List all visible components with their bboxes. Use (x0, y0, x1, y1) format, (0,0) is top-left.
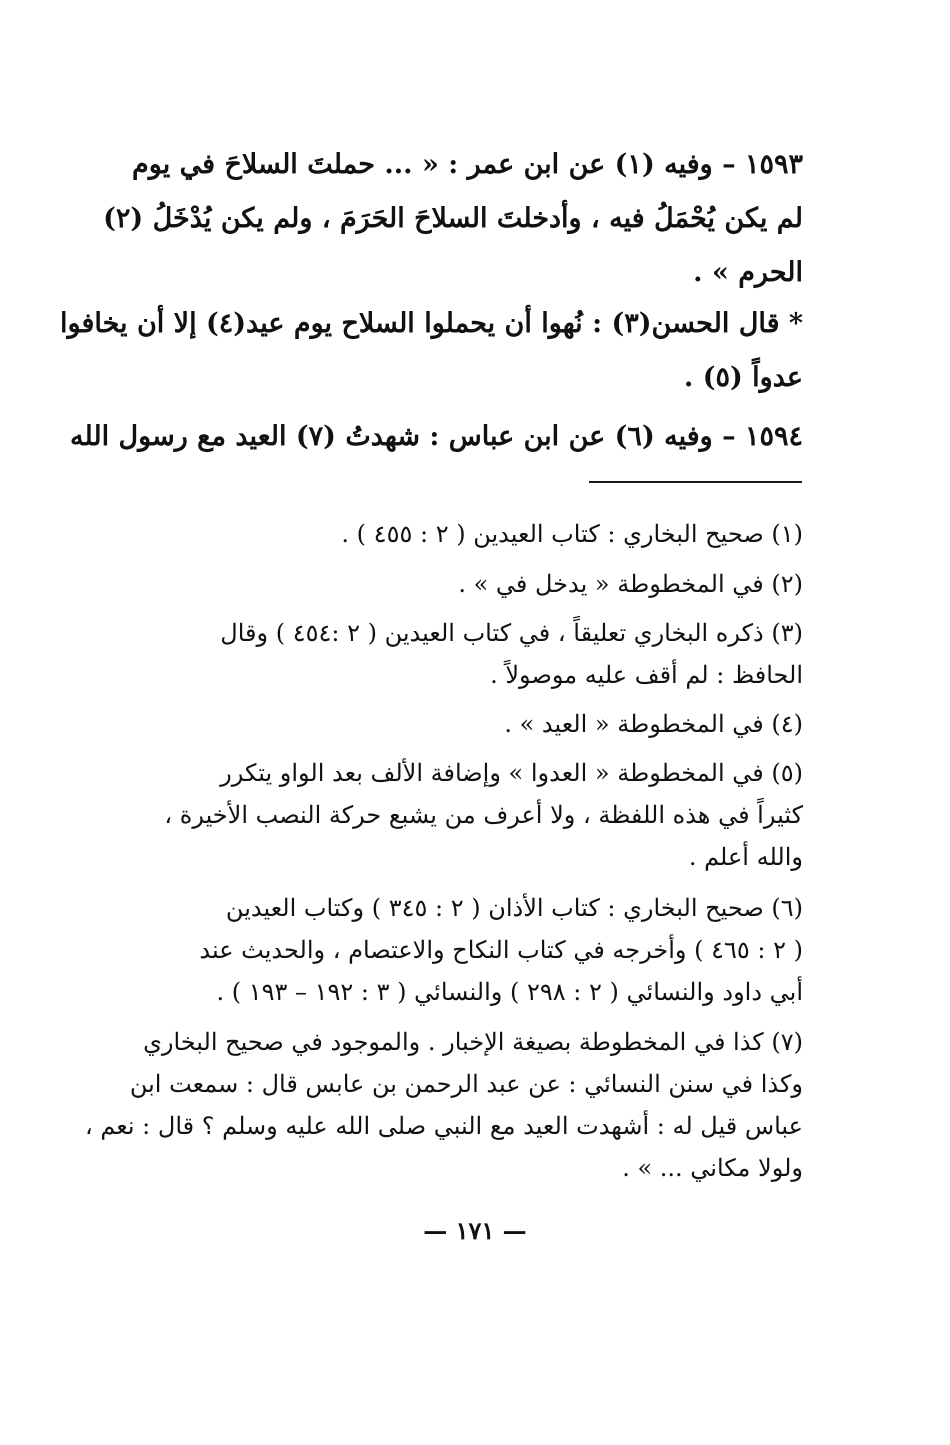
footnote-6 (138, 887, 803, 1013)
footnote-line: ولولا مكاني ... » . (622, 1154, 803, 1182)
footnote-line: (٣) ذكره البخاري تعليقاً ، في كتاب العيدين ( ٢ :٤٥٤ ) وقال (220, 619, 803, 647)
text-line: لم يكن يُحْمَلُ فيه ، وأدخلتَ السلاحَ الحَرَمَ ، ولم يكن يُدْخَلُ (٢) (103, 203, 803, 234)
text-line: ١٥٩٤ – وفيه (٦) عن ابن عباس : شهدتُ (٧) العيد مع رسول الله (69, 421, 803, 452)
text-line: * قال الحسن(٣) : نُهوا أن يحملوا السلاح يوم عيد(٤) إلا أن يخافوا (60, 308, 803, 339)
footnote-3 (138, 612, 803, 696)
footnote-line: (١) صحيح البخاري : كتاب العيدين ( ٢ : ٤٥٥ ) . (341, 520, 803, 548)
footnote-2 (138, 563, 803, 605)
text-line: عدواً (٥) . (683, 362, 803, 393)
hadith-1593-paragraph (103, 138, 803, 300)
text-line: الحرم » . (693, 257, 803, 288)
footnote-line: والله أعلم . (688, 843, 803, 871)
footnote-7 (84, 1021, 803, 1189)
footnote-line: (٤) في المخطوطة « العيد » . (504, 710, 803, 738)
footnote-line: عباس قيل له : أشهدت العيد مع النبي صلى الله عليه وسلم ؟ قال : نعم ، (84, 1112, 803, 1140)
text-line: ١٥٩٣ – وفيه (١) عن ابن عمر : « ... حملتَ السلاحَ في يوم (132, 149, 803, 180)
footnote-line: وكذا في سنن النسائي : عن عبد الرحمن بن عابس قال : سمعت ابن (129, 1070, 803, 1098)
footnote-line: أبي داود والنسائي ( ٢ : ٢٩٨ ) والنسائي ( ٣ : ١٩٢ – ١٩٣ ) . (216, 978, 803, 1006)
footnote-5 (138, 752, 803, 878)
footnote-4 (138, 703, 803, 745)
hadith-1594-paragraph (69, 410, 803, 464)
footnote-line: الحافظ : لم أقف عليه موصولاً . (490, 661, 803, 689)
hasan-statement-paragraph (60, 297, 803, 405)
footnote-line: (٧) كذا في المخطوطة بصيغة الإخبار . والموجود في صحيح البخاري (143, 1028, 803, 1056)
footnote-line: (٥) في المخطوطة « العدوا » وإضافة الألف بعد الواو يتكرر (220, 759, 803, 787)
footnote-line: ( ٢ : ٤٦٥ ) وأخرجه في كتاب النكاح والاعتصام ، والحديث عند (199, 936, 803, 964)
footnote-line: كثيراً في هذه اللفظة ، ولا أعرف من يشبع حركة النصب الأخيرة ، (164, 801, 803, 829)
footnote-line: (٢) في المخطوطة « يدخل في » . (458, 570, 803, 598)
footnote-line: (٦) صحيح البخاري : كتاب الأذان ( ٢ : ٣٤٥ ) وكتاب العيدين (225, 894, 803, 922)
page-number: — ١٧١ — (423, 1216, 527, 1245)
footnote-separator (589, 481, 802, 483)
footnote-1 (138, 513, 803, 555)
